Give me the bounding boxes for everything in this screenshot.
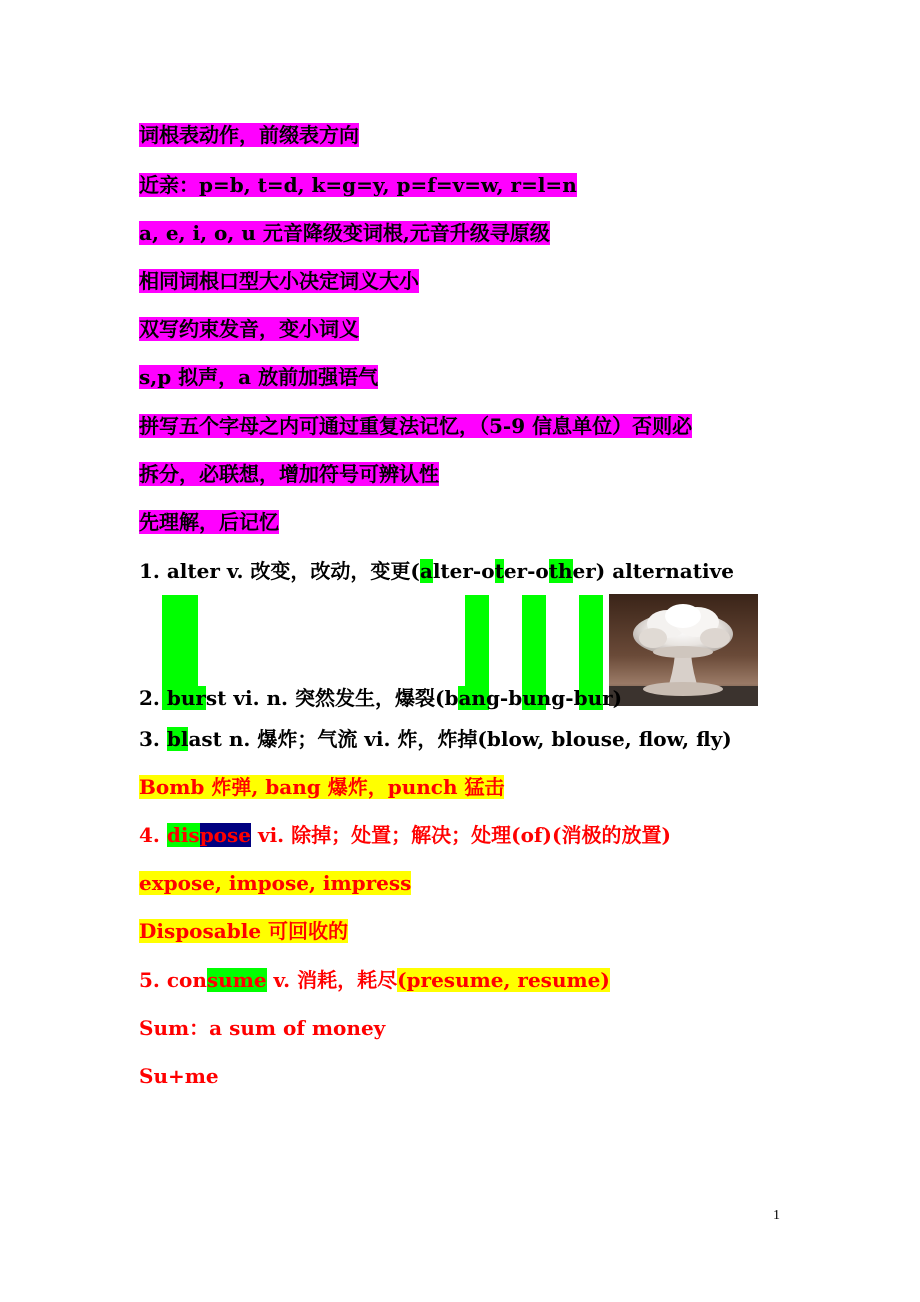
note-line-2: 近亲：p=b, t=d, k=g=y, p=f=v=w, r=l=n: [139, 173, 577, 197]
note-line-3: a, e, i, o, u 元音降级变词根,元音升级寻原级: [139, 221, 550, 245]
red-note-expose: expose, impose, impress: [139, 871, 412, 895]
entry-alter: 1. alter v. 改变，改动，变更(alter-oter-other) alternative: [139, 559, 734, 583]
mushroom-cloud-image: [609, 594, 758, 706]
note-line-5: 双写约束发音，变小词义: [139, 317, 359, 341]
note-line-4: 相同词根口型大小决定词义大小: [139, 269, 419, 293]
entry-blast: 3. blast n. 爆炸；气流 vi. 炸，炸掉(blow, blouse, flow, fly): [139, 727, 732, 751]
note-line-9: 先理解，后记忆: [139, 510, 279, 534]
red-note-sum: Sum：a sum of money: [139, 1016, 386, 1040]
entry-burst: 2. burst vi. n. 突然发生，爆裂(bang-bung-bur): [139, 686, 623, 710]
red-note-bomb: Bomb 炸弹, bang 爆炸，punch 猛击: [139, 775, 505, 799]
note-line-8: 拆分，必联想，增加符号可辨认性: [139, 462, 439, 486]
red-note-su-me: Su+me: [139, 1064, 219, 1088]
note-line-7: 拼写五个字母之内可通过重复法记忆，（5-9 信息单位）否则必: [139, 414, 693, 438]
note-line-6: s,p 拟声，a 放前加强语气: [139, 365, 379, 389]
page-number: 1: [773, 1208, 780, 1223]
note-line-1: 词根表动作，前缀表方向: [139, 123, 359, 147]
red-note-disposable: Disposable 可回收的: [139, 919, 349, 943]
entry-dispose: 4. dispose vi. 除掉；处置；解决；处理(of)(消极的放置): [139, 823, 671, 847]
entry-consume: 5. consume v. 消耗，耗尽(presume, resume): [139, 968, 610, 992]
